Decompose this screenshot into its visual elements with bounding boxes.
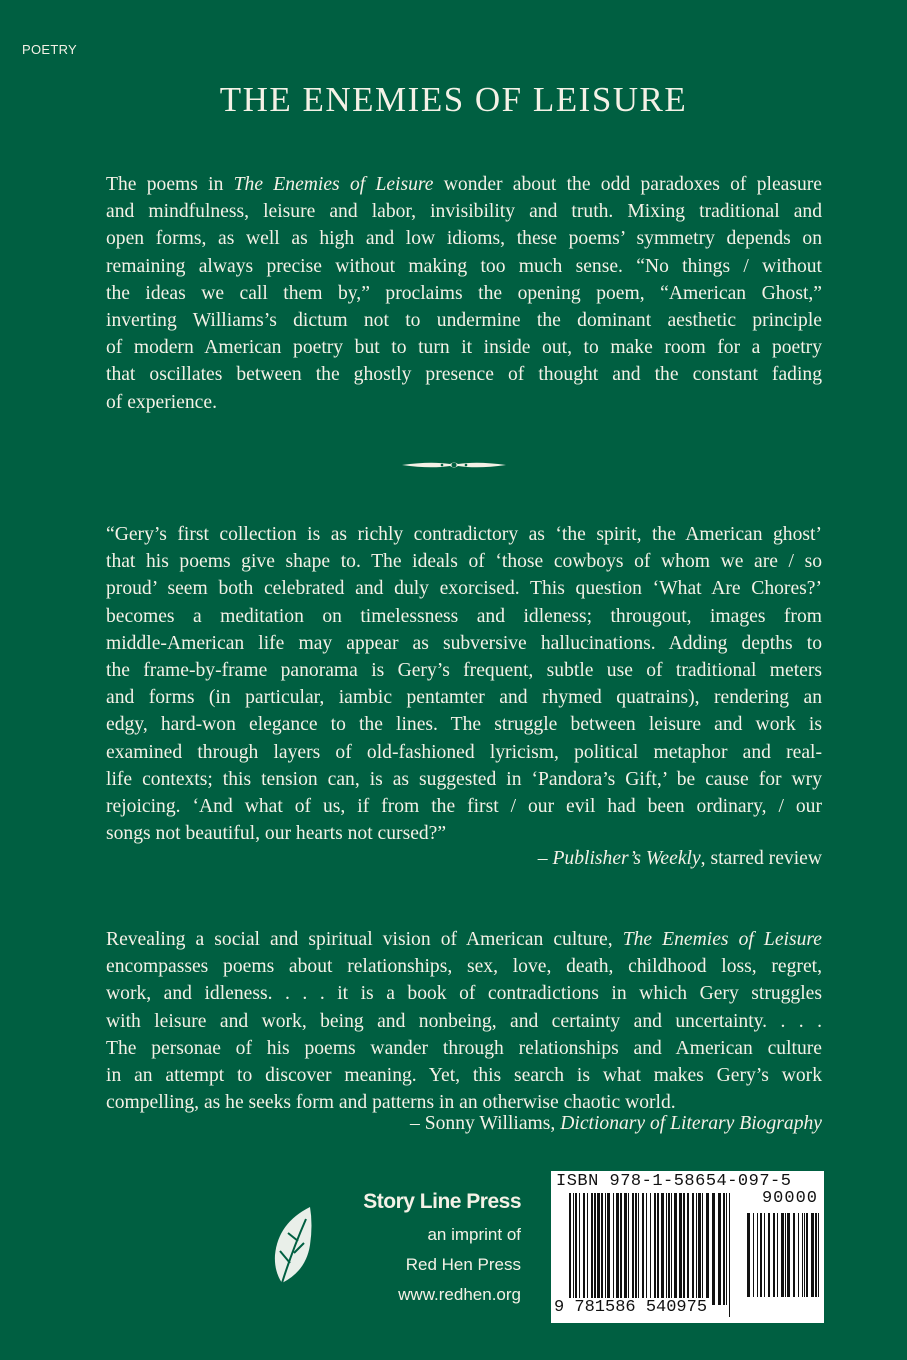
text-line (106, 307, 822, 334)
barcode-bar (579, 1193, 580, 1305)
text-line (106, 793, 822, 820)
barcode-bar (654, 1193, 656, 1305)
barcode-bar (723, 1193, 725, 1305)
text-segment: The poems in (106, 174, 234, 195)
barcode-bar (706, 1193, 709, 1305)
text-line (106, 280, 822, 307)
ornament-divider-icon (400, 458, 508, 477)
barcode-bar (764, 1213, 765, 1297)
text-segment: with leisure and work, being and nonbeing, and certainty and uncertainty. . . . (106, 1010, 822, 1032)
text-line (106, 1035, 822, 1062)
barcode-bar (768, 1213, 770, 1297)
text-segment: the ideas we call them by,” proclaims the opening poem, “American Ghost,” (106, 282, 822, 304)
text-segment: – Sonny Williams, (410, 1113, 561, 1134)
barcode-bar (632, 1193, 634, 1305)
barcode-bar (760, 1213, 762, 1297)
text-segment: compelling, as he seeks form and patterns in an otherwise chaotic world. (106, 1092, 676, 1114)
barcode-bar (757, 1213, 758, 1297)
barcode-bar (787, 1213, 790, 1297)
barcode-bar (815, 1213, 817, 1297)
text-line (106, 711, 822, 738)
text-line (106, 820, 822, 847)
barcode-bar (607, 1193, 610, 1305)
text-line (106, 225, 822, 252)
text-segment: – (537, 848, 553, 869)
book-title: THE ENEMIES OF LEISURE (219, 80, 688, 119)
barcode-bar (671, 1193, 672, 1305)
publisher-name: Story Line Press (363, 1190, 521, 1213)
text-segment: encompasses poems about relationships, sex, love, death, childhood loss, regret, (106, 956, 822, 978)
text-line (106, 171, 822, 198)
category-label: POETRY (22, 42, 78, 57)
text-line (106, 630, 822, 657)
barcode-bar (679, 1193, 682, 1305)
text-line (106, 361, 822, 388)
text-segment: Revealing a social and spiritual vision of American culture, (106, 929, 623, 950)
text-segment: songs not beautiful, our hearts not cursed?” (106, 823, 447, 845)
barcode-bar (726, 1193, 727, 1305)
barcode-bar (635, 1193, 637, 1305)
barcode-bar (597, 1193, 600, 1305)
barcode-bar (818, 1213, 819, 1297)
barcode-bar (616, 1193, 619, 1305)
barcode-bar (781, 1213, 784, 1297)
barcode-bar (575, 1193, 577, 1305)
text-line (106, 548, 822, 575)
text-line (106, 766, 822, 793)
text-line (106, 603, 822, 630)
isbn-text: ISBN 978-1-58654-097-5 (556, 1172, 792, 1191)
barcode-bar (802, 1213, 803, 1297)
text-segment: middle-American life may appear as subversive hallucinations. Adding depths to (106, 632, 822, 654)
text-line (106, 334, 822, 361)
text-line (106, 739, 822, 766)
text-segment: life contexts; this tension can, is as suggested in ‘Pandora’s Gift,’ be cause for wry (106, 768, 822, 790)
text-segment: The personae of his poems wander through relationships and American culture (106, 1037, 822, 1059)
text-line (106, 684, 822, 711)
text-segment: that oscillates between the ghostly presence of thought and the constant fading (106, 364, 822, 386)
barcode-bar (628, 1193, 629, 1305)
barcode-bar (620, 1193, 622, 1305)
review-attribution (106, 1113, 822, 1135)
text-segment: inverting Williams’s dictum not to undermine the dominant aesthetic principle (106, 309, 822, 331)
text-line (106, 198, 822, 225)
barcode-bar (798, 1213, 799, 1297)
barcode-bar (594, 1193, 596, 1305)
publisher-imprint-label: an imprint of (427, 1225, 521, 1244)
text-line (106, 389, 822, 416)
review-attribution (106, 848, 822, 870)
publisher-parent: Red Hen Press (405, 1255, 521, 1274)
text-segment: remaining always precise without making too much sense. “No things / without (106, 255, 822, 277)
text-line (106, 253, 822, 280)
barcode-bar (624, 1193, 627, 1305)
isbn-barcode (551, 1171, 824, 1323)
text-segment: proud’ seem both celebrated and duly exorcised. This question ‘What Are Chores?’ (106, 578, 822, 600)
barcode-bar (747, 1213, 750, 1297)
barcode-bar (811, 1213, 814, 1297)
italic-title-text: The Enemies of Leisure (233, 174, 434, 195)
text-segment: in an attempt to discover meaning. Yet, this search is what makes Gery’s work (106, 1064, 822, 1086)
italic-title-text: Dictionary of Literary Biography (560, 1113, 822, 1134)
review-dictionary-literary-biography (106, 926, 822, 1116)
barcode-bar (583, 1193, 585, 1305)
text-line (106, 657, 822, 684)
text-segment: that his poems give shape to. The ideals of ‘those cowboys of whom we are / so (106, 551, 822, 573)
text-segment: open forms, as well as high and low idioms, these poems’ symmetry depends on (106, 228, 822, 250)
text-segment: , starred review (700, 848, 822, 869)
barcode-bar (777, 1213, 778, 1297)
barcode-bar (773, 1213, 775, 1297)
barcode-bar (661, 1193, 664, 1305)
text-segment: the frame-by-frame panorama is Gery’s frequent, subtle use of traditional meters (106, 659, 822, 681)
barcode-bar (692, 1193, 694, 1305)
barcode-bar (601, 1193, 603, 1305)
barcode-bar (687, 1193, 689, 1305)
text-segment: work, and idleness. . . . it is a book of contradictions in which Gery struggles (106, 983, 822, 1005)
barcode-bar (613, 1193, 614, 1305)
barcode-bar (712, 1193, 715, 1305)
barcode-bar (806, 1213, 808, 1297)
text-line (106, 521, 822, 548)
text-line (106, 980, 822, 1007)
text-line (106, 1062, 822, 1089)
barcode-bar (587, 1193, 588, 1305)
barcode-bar (642, 1193, 644, 1305)
barcode-bar (683, 1193, 685, 1305)
barcode-bar (702, 1193, 703, 1305)
barcode-bar (591, 1193, 593, 1305)
text-segment: becomes a meditation on timelessness and idleness; througout, images from (106, 605, 822, 627)
text-line (106, 926, 822, 953)
barcode-bar (638, 1193, 639, 1305)
text-segment: rejoicing. ‘And what of us, if from the first / our evil had been ordinary, / our (106, 795, 822, 817)
barcode-bar (718, 1193, 721, 1305)
barcode-bar (657, 1193, 659, 1305)
publisher-url: www.redhen.org (398, 1285, 521, 1304)
barcode-bar (753, 1213, 754, 1297)
text-segment: examined through layers of old-fashioned lyricism, political metaphor and real- (106, 741, 822, 763)
leaf-icon (272, 1205, 314, 1292)
text-line (106, 1008, 822, 1035)
text-segment: of modern American poetry but to turn it inside out, to make room for a poetry (106, 337, 822, 359)
italic-title-text: The Enemies of Leisure (622, 929, 822, 950)
text-segment: of experience. (106, 391, 217, 413)
text-segment: “Gery’s first collection is as richly contradictory as ‘the spirit, the American ghost’ (106, 524, 822, 545)
barcode-bar (674, 1193, 677, 1305)
barcode-bar (698, 1193, 701, 1305)
barcode-bar (605, 1193, 606, 1305)
italic-title-text: Publisher’s Weekly (552, 848, 701, 869)
book-description (106, 171, 822, 416)
barcode-bar (668, 1193, 670, 1305)
price-code: 90000 (761, 1189, 818, 1208)
barcode-bar (666, 1193, 667, 1305)
text-line (106, 575, 822, 602)
barcode-bar (696, 1193, 697, 1305)
ean-digits: 9 781586 540975 (554, 1298, 708, 1317)
text-segment: and mindfulness, leisure and labor, invisibility and truth. Mixing traditional and (106, 201, 822, 223)
barcode-bar (785, 1213, 786, 1297)
barcode-bar (804, 1213, 805, 1297)
barcode-bar (793, 1213, 795, 1297)
text-segment: and forms (in particular, iambic pentamter and rhymed quatrains), rendering an (106, 687, 822, 709)
text-line (106, 953, 822, 980)
text-segment: edgy, hard-won elegance to the lines. The struggle between leisure and work is (106, 714, 822, 736)
text-segment: wonder about the odd paradoxes of pleasure (433, 174, 823, 195)
review-publishers-weekly (106, 521, 822, 847)
barcode-bar (729, 1193, 730, 1317)
barcode-bar (573, 1193, 574, 1305)
